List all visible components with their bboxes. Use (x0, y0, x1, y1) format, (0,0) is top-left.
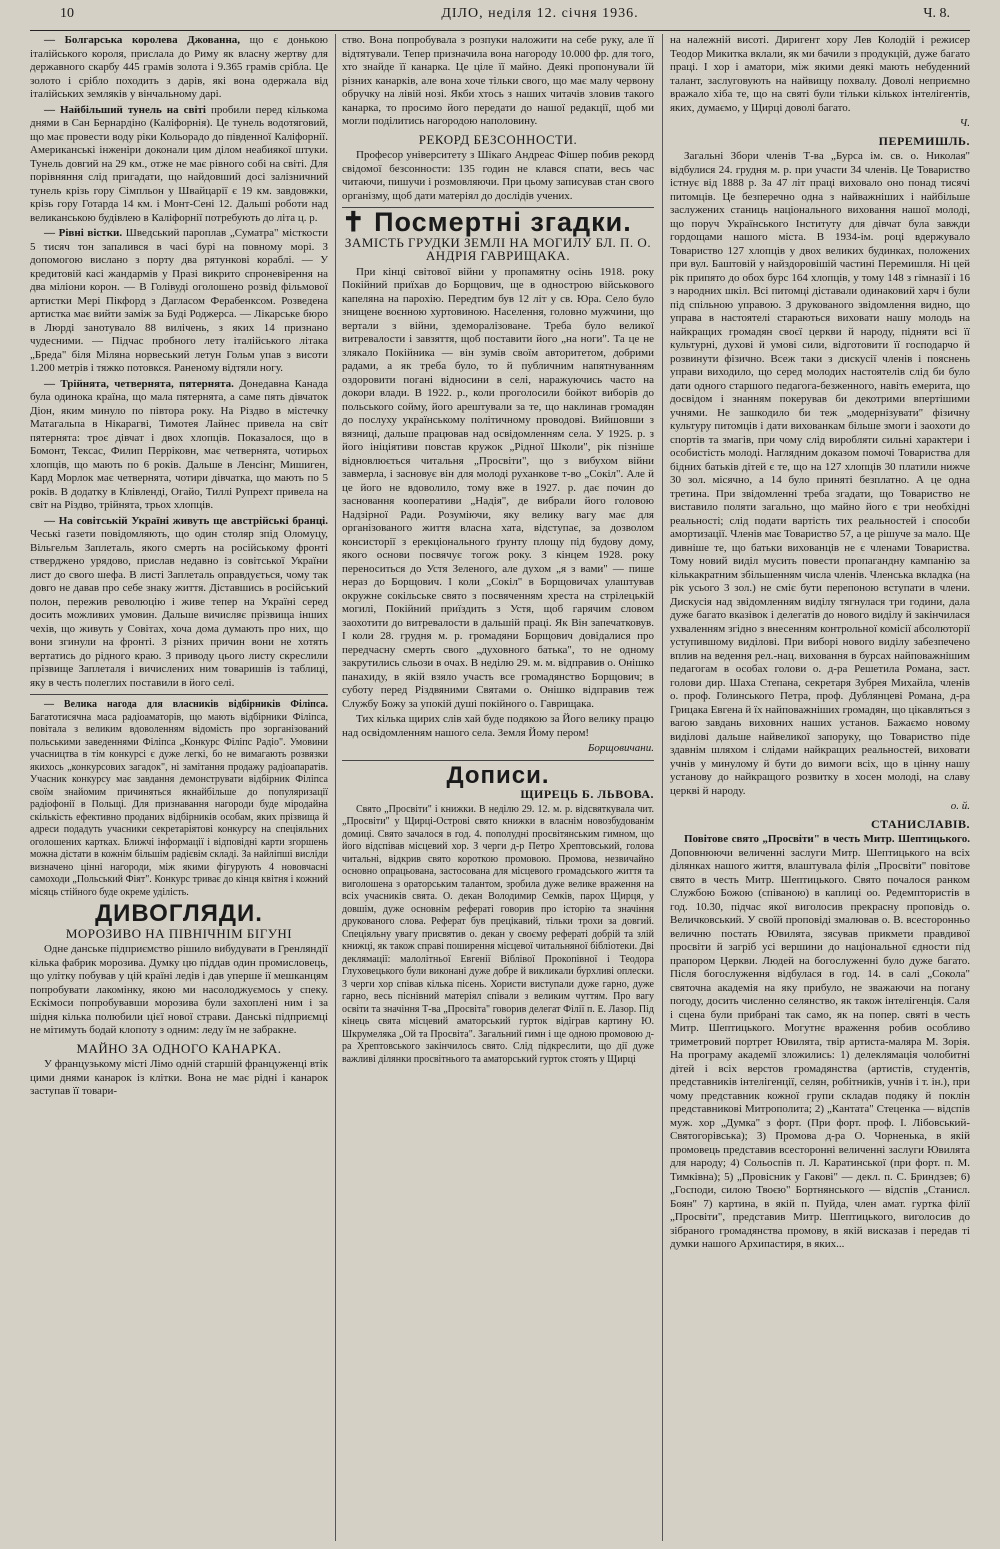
article-paragraph: — На совітській Україні живуть ще австрійські бранці. Чеські газети повідомляють, що один столяр зпід Оломуцу, Вільгельм Заплеталь, якого смерть на російському фронті стверджено урядово, прислав недавно із совітської України лист до свого шефа. В листі Заплеталь оправдується, чому так довго не давав про себе знаку життя. Діставшись в російський полон, пережив революцію і живе тепер на Україні серед досить можливих умовин. Дальше вичисляє прізвища інших чехів, що живуть у Совітах, хоча дома думають про них, що вони згинули на фронті. З різних причин вони не хотять вертатись до рідного краю. З приводу цього листу скреслили прізвище Заплеталя і вичислених ним товаришів із таблиці, яку в честь полеглих поставили в його селі. (30, 514, 328, 689)
article-paragraph: Загальні Збори членів Т-ва „Бурса ім. св. о. Николая" відбулися 24. грудня м. р. при участи 34 членів. Це Товариство істнує від 1888 р. За 47 літ праці виховало оно понад тисячі питомців. Це безперечно одна з найважніших і найбільше заслужених станиць національного виховання нашої молоді, що поруч Українського Інституту для дівчат була завжди гордощами нашого міста. В 1934-ім. році вдержувало Товариство 127 хлопців у двох великих будинках, положених при вул. Баштовій у найздоровішій частині Перемишля. Ні цей рік припято до обох бурс 164 хлопців, у тому 148 з гімназії і 16 з народних шкіл. Всі питомці діставали одинаковий харч і були під спільною управою. З друкованого звідомлення видно, що управа в настоятелі стараються виховати нашу молодь на найкращих громадян своєї церкви й народу, підняти всі її культурні, духові й умові сили, відготовити її господарчо й розвинути фізично. Всеж таки з дискусії членів і пояснень управи виходило, що серед молодих настоятелів слід би було дати одного старшого педагога-безженного, навіть емерита, що досвідом і знанням покерував би декотрими впертішими учнями. Не зашкодило би теж „модернізувати" фізичну культуру питомців і дати вихованкам більше змоги і заохоти до спортів та змагів, при чому слід виробляти сильні характери і особистість молоді. Наглядним доказом помочі Товариства для бідних батьків дітей є те, що на 127 хлопців 30 платили нижче 30 зол. місячно, а 14 було приняті безплатно. А це одна третина. При звідомленні треба згадати, що Товариство не виставило поляти загально, що майно його є три необхідні реальності; слід подати вартість тих реальностей і способи амортизації. Членів має Товариство 57, а це рішуче за мало. Ще дивніше те, що батьки вихованців не є членами Товариства. Тому новий виділ мусить повести пропагандну кампанію за кількакратним збільшенням числа членів. Членська вкладка (на рік усього 3 зол.) не сміє бути перепоною вступати в члени. Дискусія над звідомленням виділу тягнулася три години, дала дуже багато вказівок і делегатів до нового виділу й закінчилася ухваленням згідно з внесенням контрольної комісії абсолюторії уступившому виділові. При виборі нового виділу забезпечено вплив на ведення рел.-нац. виховання в бурсах найповажнішим педагогам в особах голови о. д-ра Решетила Романа, заст. голови дир. Шаха Степана, секретаря Зубрея Михайла, членів о. проф. Голинського Петра, проф. Дублянцеві Романа, д-ра Грицака Евгена й їх найповажніших громадян, що цікавляться з вагою завдань виховних наших установ. Бажаємо новому виділові дальше найвеликої запоруку, що Товариство піде здавнім шляхом і слідами найкращих реальностей, виховати учнів у минулому й бути до вимоги всіх, що в цінну нашу установу до найкращого розвитку в хосен молоді, на славу церкві й народу. (670, 150, 970, 797)
column-3 (670, 34, 970, 1541)
article-paragraph: на належній висоті. Диригент хору Лев Колодій і режисер Теодор Микитка вклали, як ми бачили з продукцій, дуже багато праці. І хор і аматори, між якими деякі мають небуденний талант, заслуговують на найвищу похвалу. Доволі неприємно вражало хіба те, що на святі були тільки кількох інтелігентів, яких, думаємо, у Щирці доволі багато. (670, 34, 970, 114)
article-lead: — Велика нагода для власників відбірників Філіпса. (44, 699, 328, 710)
article-lead: — Рівні вістки. (44, 227, 123, 239)
page-header (30, 0, 970, 31)
section-heading-correspondence: Дописи. (446, 761, 550, 789)
article-paragraph: — Болгарська королева Джованна, що є донькою італійського короля, прислала до Риму як власну жертву для державного скарбу 445 грамів золота і 9.365 грамів срібла. Це золото і срібло походить з дарів, які вона одержала від італійських земляків у вінчальному дарі. (30, 34, 328, 100)
page-number: 10 (60, 6, 74, 21)
divider (342, 760, 654, 761)
signature: Ч. (959, 117, 970, 129)
newspaper-title: ДІЛО, неділя 12. січня 1936. (441, 6, 639, 21)
subheading: ЗАМІСТЬ ГРУДКИ ЗЕМЛІ НА МОГИЛУ БЛ. П. О. АНДРІЯ ГАВРИЩАКА. (344, 234, 652, 263)
place-heading: ПЕРЕМИШЛЬ. (878, 133, 970, 148)
article-paragraph: У французькому місті Лімо одній старшій француженці втік цими днями канарок із клітки. Вона не має рідні і канарок заступав її товари- (30, 1058, 328, 1097)
article-paragraph: Професор університету з Шікаго Андреас Фішер побив рекорд свідомої безсонности: 135 годин не клався спати, весь час читаючи, пишучи і розмовляючи. При цьому записував стан свого організму, щоб дати матеріял до дослідів учених. (342, 149, 654, 202)
subheading: МОРОЗИВО НА ПІВНІЧНІМ БІГУНІ (65, 925, 293, 941)
section-heading-obituaries: ✝ Посмертні згадки. (342, 207, 632, 237)
section-heading-curiosities: ДИВОГЛЯДИ. (95, 900, 263, 927)
place-heading: ЩИРЕЦЬ Б. ЛЬВОВА. (520, 787, 654, 801)
signature: о. й. (950, 800, 970, 812)
article-paragraph: Одне данське підприємство рішило вибудувати в Гренляндії кілька фабрик морозива. Думку цю піддав один промисловець, що улітку побував у цій країні ледів і дав уперше ії мешканцям попробувати лакомінку, якою ми насолоджуємось у спеку. Ескімоси попробувавши морозива були захоплені ним і за шідня кілька полюбили цієї нової страви. Данські підприємці не мітимуть бодай клопоту з одним: леду їм не забракне. (30, 943, 328, 1036)
article-lead: — Найбільший тунель на світі (44, 103, 206, 116)
article-paragraph: — Трійнята, четвернята, пятернята. Донедавна Канада була одинока країна, що мала пятернята, а саме пять дівчаток Діон, яким минуло по півтора року. На Різдво в містечку Матагальпа в Нікарагві, Тимотея Лайнес привела на світ пятернята: троє дівчат і двох хлопців. Показалося, що в Бомонт, Тексас, Филип Перріковн, має четвернята, чотирьох хлопців, що мають по 6 років. Дальше в Ленсінг, Мишиген, Кард Морлок має четвернята, чотири дівчатка, що мають по 5 років. В додатку в Клівленді, Огайо, Тиллі Рупрехт привела на світ на Різдво, трійнята, трьох хлопців. (30, 377, 328, 511)
advertisement-paragraph: — Велика нагода для власників відбірників Філіпса. Багатотисячна маса радіоаматорів, що мають відбірники Філіпса, повітала з великим вдоволенням відомість про зорганізований польськими заведеннями Філіпса „Конкурс Філіпс Радіо". Умовини учасництва в тім конкурсі є дуже легкі, бо не вимагають розвязки якихось „конкурсових загадок", ні замітання продажу радіоапаратів. Учасник конкурсу має завдання демонструвати відбірник Філіпса своїм знайомим причиняться якнайбільше до популяризації радіофонії в Польщі. Для признавання нагороди буде міродайна скількість ефективно проданих відбірників особам, яких прізвища й адреси подадуть учасники секретаріятові конкурсу на спеціяльних оголошених картках. Ближчі інформації і відповідні карти згоршень можна дістати в кожнім більшім радієвім складі. За найліпші висліди визначено цінні нагороди, між якими фігурують 4 нововчасні самоходи „Польський Фіят". Конкурс триває до кінця квітня і кожний місяць стійного буде окреме уділість. (30, 699, 328, 898)
divider (30, 694, 328, 695)
article-paragraph: При кінці світової війни у пропамятну осінь 1918. року Покійний приїхав до Борщович, ще в однострою військового капеляна на парохію. Передтим був 12 літ у св. Юра. Село було знищене воєнною хуртовиною. Населення, головно мужчини, що вертали з війни, здеморалізоване. Треба було великої витревалости і завзяття, щоб поставити його „на ноги". Та це не злякало Покійника — він зумів своїм авторитетом, добрими радами, а як треба було, то й публичним напятнуванням оздоровити погані відносини в селі, наражуючись часто на докори влади. В 1922. р., коли проголосили бойкот виборів до польського сойму, його арештували за те, що наклинав громадян до послуху українському політичному проводові. Вийшовши з вязниці, дальше працював над освідомленням села. У 1925. р. з його ініціятиви повстав кружок „Рідної Школи", рік пізніше відновлюється читальня „Просвіти", що з вибухом війни завмерла, і засновує він для молоді руханкове т-во „Сокіл". Але й це його не вдоволило, тому вже в 1927. р. дає почин до засновання кооперативи „Надія", де вибрали його головою Надзірної Ради. Розуміючи, яку велику вагу має для організованого життя власна хата, відступає, за дозволом консисторії з ерекціонального ґрунту площу під будову дому, якого основи посвячує тогож року. З кінцем 1928. року переноситься до Устя Зеленого, але духом „я з вами" — пише нераз до Борщович. І коли „Сокіл" в Борщовичах улаштував окружне сокільське свято з посвяченням хреста на стрілецькій могилі, Покійний приїздить з Устя, щоб гарячим словом заохотити до витревалости в дальшій праці. Як Він запечатковув. І коли 28. грудня м. р. громадяни Борщович довідалися про передчасну смерть свого „духовного батька", то не одному закрутились сльози в очах. В неділю 29. м. м. відправив о. Онішко панахиду, в якій взяло участь все громадянство Борщович; в суботу перед Різдвяними Святами о. Онішко відправив теж Службу Божу за упокій душі покійного о. Гаврищака. (342, 265, 654, 710)
column-1 (30, 34, 328, 1541)
columns (30, 34, 970, 1541)
article-paragraph: ство. Вона попробувала з розпуки наложити на себе руку, але її відтятували. Тепер призначила вона нагороду 10.000 фр. для того, хто знайде її канарка. Це ціле її майно. Деякі пропонували їй різних канарків, але вона хоче тільки свого, що має малу червону обручку на лівій нозі. Якби хтось з наших читачів зловив такого канарка, то просимо його передати до нашої редакції, щоб ми могли поділитись нагородою наполовину. (342, 34, 654, 127)
article-paragraph: Тих кілька щирих слів хай буде подякою за Його велику працю над освідомленням нашого села. Земля Йому пером! (342, 713, 654, 739)
article-lead: Повітове свято „Просвіти" в честь Митр. Шептицького. (684, 833, 970, 845)
article-lead: — На совітській Україні живуть ще австрійські бранці. (44, 514, 328, 527)
subheading: РЕКОРД БЕЗСОННОСТИ. (418, 131, 578, 147)
issue-number: Ч. 8. (923, 6, 950, 21)
place-heading: СТАНИСЛАВІВ. (870, 816, 970, 831)
article-paragraph: — Рівні вістки. Шведський пароплав „Суматра" місткости 5 тисяч тон запалився в часі бурі на повному морі. З допомогою вислано з порту два рятункові кораблі. — У кредитовій касі жандармів у Празі викрито спроневірення на два міліони корон. — В Голівуді оголошено розвід фільмової артистки Мері Пікфорд з Дагласом Ферабенксом. Розведена артистка має вийти заміж за Буді Роджерса. — Лікарське бюро в Люрді занотувало 88 вилічень, з яких 14 признано чудесними. — Підчас пробного лету італійського літака „Бреда" біля Міляна норвеський летун Гольм упав з висоти 1.200 метрів і тяжко потовкся. Раненому відтяли ногу. (30, 227, 328, 374)
article-lead: — Болгарська королева Джованна, (44, 34, 241, 46)
article-paragraph: Повітове свято „Просвіти" в честь Митр. Шептицького. Доповнюючи величенні заслуги Митр. Шептицького на всіх ділянках нашого життя, влаштувала філія „Просвіти" повітове свято в честь Митр. Шептицького. Свято почалося ранком Службою Божою (співаною) в каплиці оо. Редемптористів в год. 10.30, підчас якої виголосив прекрасну проповідь о. Величковський. У своїй проповіді змалював о. В. всесторонньо величню постать Ювилята, зясував прикмети правдивої просвіти й загріб усі вершини до національної єдности під прапором Церкви. Людей на богослуженні було дуже багато. Після богослуження відбулася в год. 14. в салі „Сокола" святочна академія на яку прибуло, не зважаючи на погану погоду, досить численно селянство, як також інтелігенція. Саля і сцена були прибрані так само, як на попер. святі в честь Митр. Шептицького. Могутнє враження робив особливо триметровий портрет Ювилята, твір артиста-маляра М. Зорія. На програму академії зложились: 1) делеклямація чолобитні дітей і всіх верстов громадянства (артистів, студентів, представників інтелігенції, селян, робітників, учнів і т. ін.), при чому представник кожної групи складав подяку й поклін представникові Митрополита; 2) „Кантата" Стеценка — відспів муж. хор „Думка" з форт. (При форт. проф. І. Лібовський-Святогорівська); 3) Промова д-ра О. Чорненька, в якій промовець представив всесторонні величенні заслуги Ювилята для народу; 4) Сольоспів п. Л. Каратинської (при форт. п. М. Тимківна); 5) „Провісник у Гакові" — декл. п. С. Бриндзев; 6) „Господи, силою Твоєю" Бортнянського — відспів „Станисл. Боян" 7) картина, в якій п. Пуйда, член амат. гуртка філії „Просвіти", представив Митр. Шептицького, виголосив до зібраного громадянства промову, в якій висказав і передав ті думки нашого Архипастиря, в яких... (670, 833, 970, 1250)
signature: Борщовичани. (587, 742, 654, 754)
column-2 (342, 34, 654, 1541)
subheading: МАЙНО ЗА ОДНОГО КАНАРКА. (76, 1040, 282, 1056)
article-paragraph: Свято „Просвіти" і книжки. В неділю 29. 12. м. р. відсвяткувала чит. „Просвіти" у Щирці-Острові свято книжки в власнім новозбудованім домиці. Свято зачалося в год. 4. пополудні просвітянським гимном, що його відспівав місцевий хор. З черги д-р Петро Хрептовський, голова читальні, відкрив свято короткою промовою. Промова, незвичайно основно опрацьована, застосована для місцевого громадського життя та виголошена з ораторським талантом, зробила дуже велике враження на всіх учасників свята. О. декан Володимир Семків, парох Щирця, у довшім, дуже основнім рефераті говорив про історію та значіння друкованого слова. Реферат був прецікавий, тільки трохи за довгий. Спеціяльну увагу присвятив о. декан у своєму рефераті добрій та злій книжці, як також справі поширення місцевої читальняної бібліотеки. Дві деклямації: малолітньої Евгенії Віблівої Прокопівної і Теодора Глуховецького були виконані дуже добре й викликали бурхливі оплески. З черги хор співав кілька пісень. Хористи виступали дуже гарно, дуже гарно, весь піснівний матеріял співали з великим чуттям. Про вагу освіти та значіння Т-ва „Просвіта" говорив делегат Філії п. Е. Лазор. Під кінець свята місцевий аматорський гурток відіграв картину Ю. Шкрумеляка „Ой та Просвіта". Загальний гимн і ще одною промовою д-ра Хрептовського закінчилось свято. Слід підкреслити, що дії дуже важливі ділянки просвітнього та аматорський гурток стоять у Щирці (342, 803, 654, 1065)
article-paragraph: — Найбільший тунель на світі пробили перед кількома днями в Сан Бернардіно (Каліфорнія). Це тунель водотяговий, що має провести воду ріки Кольорадо до південної Каліфорнії. Американські інженіри доконали цим ділом неабиякої штуки. Тунель довгий на 29 км., отже не має рівного собі на світі. Для порівняння слід пригадати, що найдовший досі залізничний тунель крізь гору Сімпльон у Швайцарії є 19 км. завдовжки, крізь гору Готарда 14 км. і Монт-Сені 12. Дальші роботи над великанською будівлею в Каліфорнії потребують до літа ц. р. (30, 103, 328, 224)
article-lead: — Трійнята, четвернята, пятернята. (44, 377, 234, 390)
